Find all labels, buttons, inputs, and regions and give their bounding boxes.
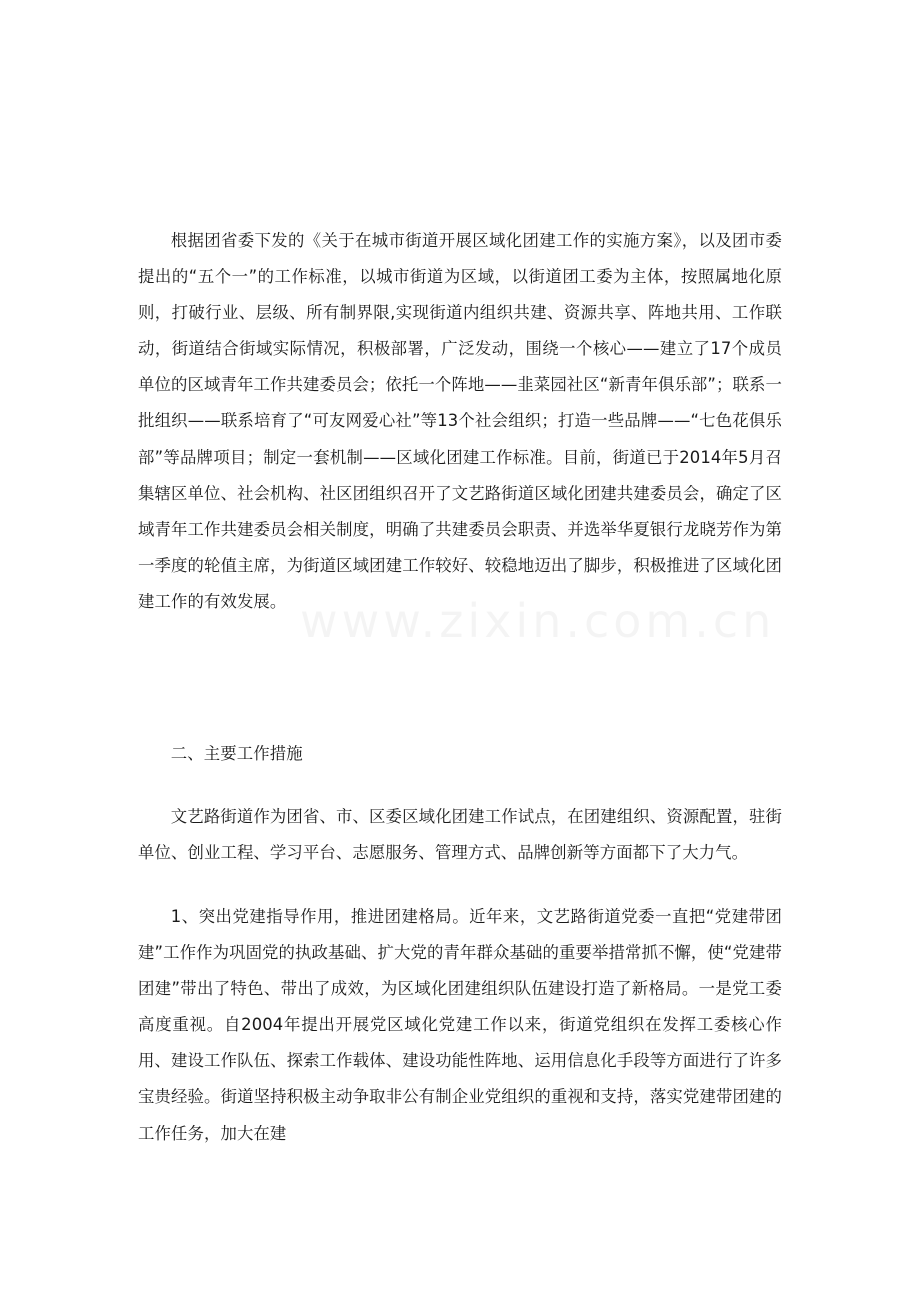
paragraph-measure-1: 1、突出党建指导作用，推进团建格局。近年来，文艺路街道党委一直把“党建带团建”工作作为巩固党的执政基础、扩大党的青年群众基础的重要举措常抓不懈，使“党建带团建”带出了特色、带出了成效，为区域化团建组织队伍建设打造了新格局。一是党工委高度重视。自2004年提出开展党区域化党建工作以来，街道党组织在发挥工委核心作用、建设工作队伍、探索工作载体、建设功能性阵地、运用信息化手段等方面进行了许多宝贵经验。街道坚持积极主动争取非公有制企业党组织的重视和支持，落实党建带团建的工作任务，加大在建: [138, 907, 782, 1143]
paragraph-background: 根据团省委下发的《关于在城市街道开展区域化团建工作的实施方案》，以及团市委提出的“五个一”的工作标准，以城市街道为区域，以街道团工委为主体，按照属地化原则，打破行业、层级、所有制界限,实现街道内组织共建、资源共享、阵地共用、工作联动，街道结合街域实际情况，积极部署，广泛发动，围绕一个核心——建立了17个成员单位的区域青年工作共建委员会；依托一个阵地——韭菜园社区“新青年俱乐部”；联系一批组织——联系培育了“可友网爱心社”等13个社会组织；打造一些品牌——“七色花俱乐部”等品牌项目；制定一套机制——区域化团建工作标准。目前，街道已于2014年5月召集辖区单位、社会机构、社区团组织召开了文艺路街道区域化团建共建委员会，确定了区域青年工作共建委员会相关制度，明确了共建委员会职责、并选举华夏银行龙晓芳作为第一季度的轮值主席，为街道区域团建工作较好、较稳地迈出了脚步，积极推进了区域化团建工作的有效发展。: [138, 231, 782, 611]
paragraph-intro: 文艺路街道作为团省、市、区委区域化团建工作试点，在团建组织、资源配置，驻街单位、创业工程、学习平台、志愿服务、管理方式、品牌创新等方面都下了大力气。: [138, 807, 782, 863]
section-heading: 二、主要工作措施: [170, 744, 303, 763]
